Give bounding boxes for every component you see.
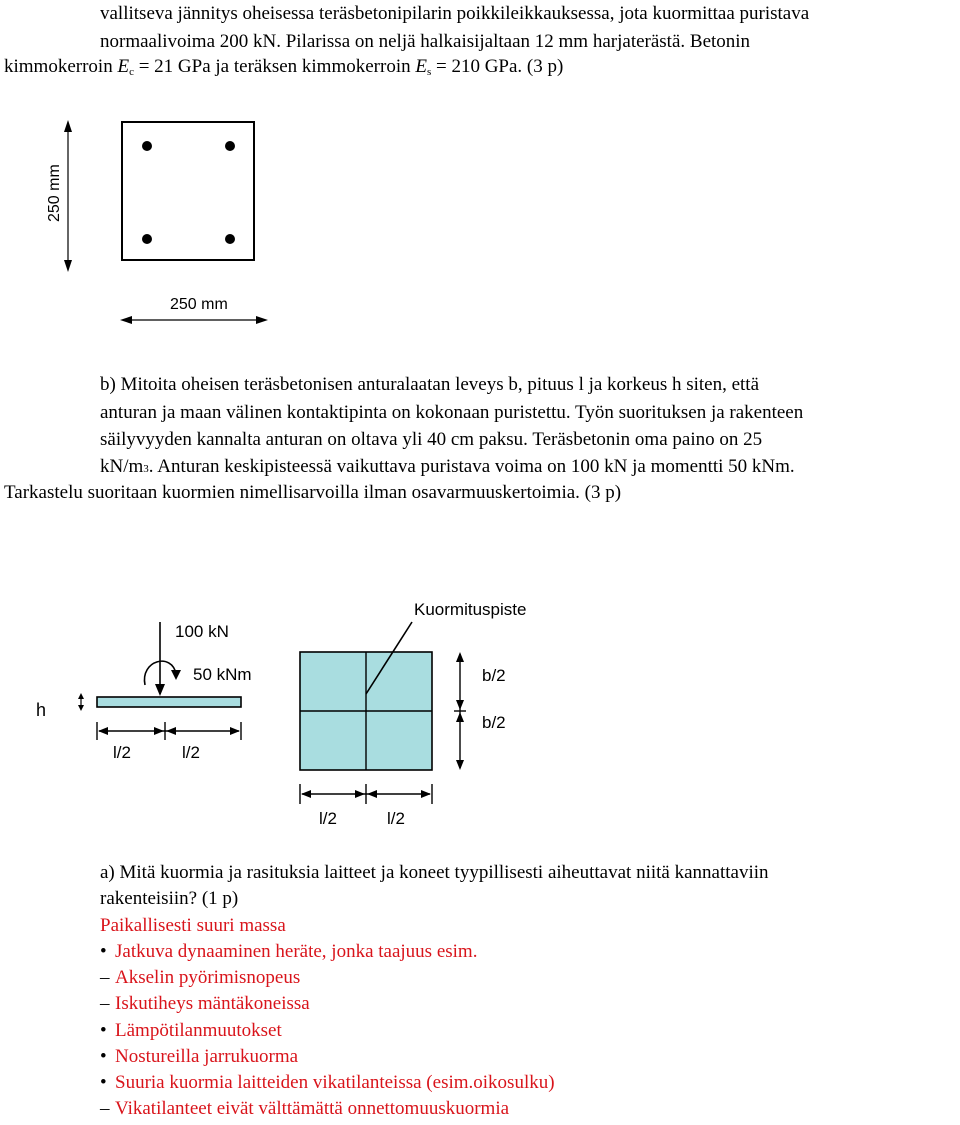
answer-item-text: Lämpötilanmuutokset (115, 1019, 282, 1041)
plan-l2-left: l/2 (319, 809, 337, 828)
bullet-icon: • (100, 1019, 107, 1041)
answer-item-text: Nostureilla jarrukuorma (115, 1045, 299, 1067)
q1-line-3-b: = 21 GPa ja teräksen kimmokerroin (133, 56, 416, 77)
plan-l-arrow-3 (367, 790, 377, 798)
answer-item (100, 1096, 509, 1122)
dash-icon: – (100, 1098, 110, 1120)
elevation-arrow-1 (98, 727, 108, 735)
ec-symbol: $E_c$ (117, 56, 134, 78)
plan-b-arrow-4 (456, 760, 464, 770)
vertical-arrow-bottom (64, 260, 72, 272)
moment-label: 50 kNm (193, 665, 252, 684)
answer-heading: Paikallisesti suuri massa (100, 915, 286, 936)
rebar-bottom-left (142, 234, 152, 244)
answer-item (100, 965, 300, 991)
h-arrow-top (78, 693, 84, 699)
es-symbol: $E_s$ (415, 56, 432, 78)
rebar-top-left (142, 141, 152, 151)
answer-item-text: Iskutiheys mäntäkoneissa (115, 993, 310, 1015)
bullet-icon: • (100, 1072, 107, 1093)
answer-item (100, 1018, 282, 1044)
elevation-arrow-3 (166, 727, 176, 735)
answer-item (100, 939, 477, 965)
horizontal-arrow-left (120, 316, 132, 324)
qa-line-2: rakenteisiin? (1 p) (100, 888, 239, 909)
plan-l-dimension (290, 780, 450, 830)
qb-line-1: b) Mitoita oheisen teräsbetonisen anturalaatan leveys b, pituus l ja korkeus h siten, että (100, 374, 760, 395)
plan-b-arrow-1 (456, 652, 464, 662)
plan-b-arrow-2 (456, 700, 464, 710)
answer-item (100, 991, 310, 1017)
footing-figure (0, 590, 560, 790)
qb-unit: kN/m (100, 456, 144, 477)
elevation-l2-right: l/2 (182, 743, 200, 762)
q1-line-3 (4, 54, 563, 80)
plan-b2-bottom: b/2 (482, 713, 506, 732)
qb-line-2: anturan ja maan välinen kontaktipinta on kokonaan puristettu. Työn suorituksen ja rakenteen (100, 402, 804, 423)
plan-l-arrow-1 (301, 790, 311, 798)
elevation-arrow-4 (230, 727, 240, 735)
load-point-label: Kuormituspiste (414, 600, 527, 619)
q1-line-2: normaalivoima 200 kN. Pilarissa on neljä halkaisijaltaan 12 mm harjaterästä. Betonin (100, 31, 751, 52)
answer-item (100, 1070, 555, 1096)
h-arrow-bottom (78, 705, 84, 711)
answer-item (100, 1044, 298, 1070)
rebar-top-right (225, 141, 235, 151)
elevation-arrow-2 (154, 727, 164, 735)
plan-b-arrow-3 (456, 712, 464, 722)
plan-l-arrow-4 (421, 790, 431, 798)
bullet-icon: • (100, 1045, 107, 1067)
elevation-plate (97, 697, 241, 707)
plan-l2-right: l/2 (387, 809, 405, 828)
vertical-arrow-top (64, 120, 72, 132)
answer-item-text: Vikatilanteet eivät välttämättä onnettomuuskuormia (115, 1098, 510, 1120)
vertical-dimension-label: 250 mm (46, 164, 63, 222)
qb-line-4 (100, 454, 795, 482)
plan-l-arrow-2 (355, 790, 365, 798)
column-cross-section-figure (30, 110, 290, 340)
qb-line-3: säilyvyyden kannalta anturan on oltava yli 40 cm paksu. Teräsbetonin oma paino on 25 (100, 429, 763, 450)
bullet-icon: • (100, 941, 107, 962)
dash-icon: – (100, 993, 110, 1015)
qb-line-4-rest: . Anturan keskipisteessä vaikuttava puristava voima on 100 kN ja momentti 50 kNm. (148, 456, 795, 477)
answer-item-text: Akselin pyörimisnopeus (115, 967, 301, 989)
horizontal-dimension-label: 250 mm (170, 296, 228, 313)
qb-unit-exponent: 3 (143, 463, 149, 475)
q1-line-1: vallitseva jännitys oheisessa teräsbetonipilarin poikkileikkauksessa, jota kuormittaa puristava (100, 3, 810, 24)
h-label: h (36, 700, 47, 720)
elevation-l2-left: l/2 (113, 743, 131, 762)
answer-item-text: Jatkuva dynaaminen heräte, jonka taajuus esim. (115, 941, 478, 962)
qa-line-1: a) Mitä kuormia ja rasituksia laitteet ja koneet tyypillisesti aiheuttavat niitä kannattaviin (100, 862, 769, 883)
force-arrow-head (155, 684, 165, 696)
qb-line-5: Tarkastelu suoritaan kuormien nimellisarvoilla ilman osavarmuuskertoimia. (3 p) (4, 482, 622, 503)
q1-line-3-a: kimmokerroin (4, 56, 118, 77)
moment-arrow-head (171, 670, 181, 680)
dash-icon: – (100, 967, 110, 989)
plan-b2-top: b/2 (482, 666, 506, 685)
q1-line-3-c: = 210 GPa. (3 p) (431, 56, 564, 77)
force-label: 100 kN (175, 622, 229, 641)
answer-item-text: Suuria kuormia laitteiden vikatilanteissa (esim.oikosulku) (115, 1072, 555, 1093)
horizontal-arrow-right (256, 316, 268, 324)
rebar-bottom-right (225, 234, 235, 244)
